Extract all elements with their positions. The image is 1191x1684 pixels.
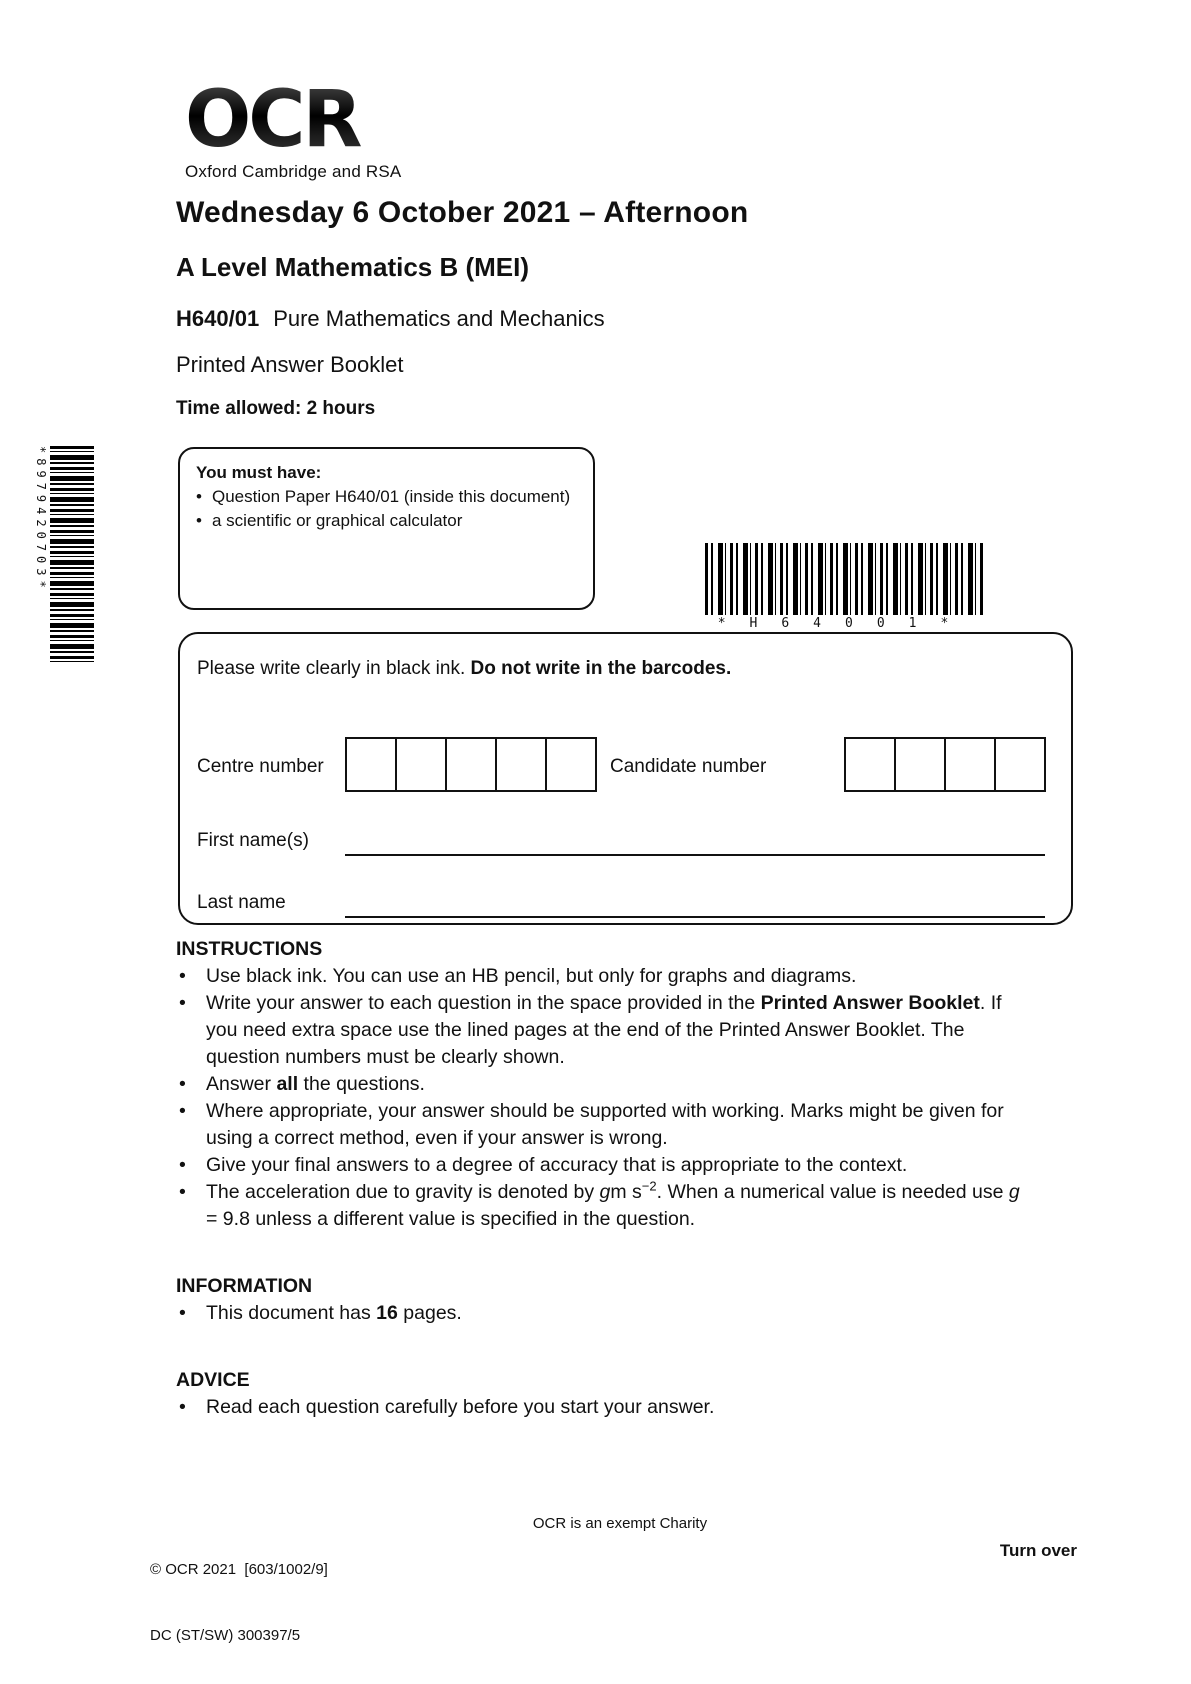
centre-number-cell[interactable] <box>545 737 597 792</box>
bullet-icon: • <box>196 487 202 506</box>
bullet-icon: • <box>179 1154 186 1176</box>
instruction-text: Write your answer to each question in the space provided in the <box>206 992 761 1014</box>
main-barcode-text: *H64001* <box>717 616 973 631</box>
ocr-logo-tagline: Oxford Cambridge and RSA <box>185 162 402 181</box>
candidate-number-cell[interactable] <box>944 737 996 792</box>
information-list <box>176 1300 1024 1327</box>
bullet-icon: • <box>179 1073 186 1095</box>
must-have-box <box>178 447 595 610</box>
advice-text: Read each question carefully before you start your answer. <box>206 1396 715 1418</box>
instruction-item <box>176 1071 1024 1098</box>
side-barcode <box>34 446 94 666</box>
ocr-logo <box>185 75 402 182</box>
time-allowed: Time allowed: 2 hours <box>176 398 376 419</box>
footer-copyright: © OCR 2021 [603/1002/9] <box>150 1561 328 1578</box>
exam-date-title: Wednesday 6 October 2021 – Afternoon <box>176 196 749 229</box>
superscript-exponent: −2 <box>641 1178 657 1194</box>
instruction-item <box>176 1152 1024 1179</box>
instruction-text: . When a numerical value is needed use <box>656 1181 1009 1203</box>
centre-number-cell[interactable] <box>495 737 547 792</box>
candidate-number-label: Candidate number <box>610 756 767 777</box>
information-text-bold: 16 <box>376 1302 398 1324</box>
candidate-details-box <box>178 632 1073 925</box>
bullet-icon: • <box>179 1396 186 1418</box>
instructions-heading: INSTRUCTIONS <box>176 938 323 960</box>
instruction-item <box>176 990 1024 1071</box>
instruction-text: Where appropriate, your answer should be supported with working. Marks might be given for using a correct method, even if your answer is wrong. <box>206 1100 1004 1149</box>
body-text-sections <box>176 936 1024 1421</box>
must-have-title: You must have: <box>196 463 322 482</box>
instruction-text-bold: Printed Answer Booklet <box>760 992 980 1014</box>
centre-number-field <box>345 737 597 792</box>
instruction-text: . If you need extra space use the lined pages at the end of the Printed Answer Booklet. The question numbers must be clearly shown. <box>206 992 1002 1068</box>
instruction-text-bold: all <box>276 1073 299 1095</box>
qualification-title: A Level Mathematics B (MEI) <box>176 252 530 282</box>
advice-item <box>176 1394 1024 1421</box>
last-name-input-line[interactable] <box>345 916 1045 918</box>
main-barcode-bars <box>705 543 985 615</box>
ink-notice-bold: Do not write in the barcodes. <box>470 658 732 679</box>
bullet-icon: • <box>179 1100 186 1122</box>
bullet-icon: • <box>179 992 186 1014</box>
bullet-icon: • <box>196 511 202 530</box>
candidate-number-field <box>844 737 1046 792</box>
instruction-item <box>176 963 1024 990</box>
footer-charity-note: OCR is an exempt Charity <box>532 1515 708 1532</box>
gravity-symbol: g <box>1008 1181 1020 1203</box>
instruction-item <box>176 1179 1024 1233</box>
first-name-input-line[interactable] <box>345 854 1045 856</box>
side-barcode-bars <box>50 446 94 664</box>
paper-code-line <box>176 306 605 332</box>
instruction-text: m s <box>610 1181 642 1203</box>
instructions-list <box>176 963 1024 1233</box>
instruction-text: Answer <box>206 1073 277 1095</box>
turn-over-label: Turn over <box>999 1541 1077 1560</box>
first-name-label: First name(s) <box>197 830 309 851</box>
candidate-number-cell[interactable] <box>994 737 1046 792</box>
gravity-symbol: g <box>599 1181 611 1203</box>
must-have-item <box>196 509 577 533</box>
bullet-icon: • <box>179 1302 186 1324</box>
bullet-icon: • <box>179 965 186 987</box>
bullet-icon: • <box>179 1181 186 1203</box>
ocr-logo-text: OCR <box>185 80 401 160</box>
information-text: pages. <box>397 1302 462 1324</box>
information-text: This document has <box>206 1302 377 1324</box>
instruction-text: the questions. <box>298 1073 425 1095</box>
instruction-text: Give your final answers to a degree of accuracy that is appropriate to the context. <box>206 1154 908 1176</box>
must-have-item-text: a scientific or graphical calculator <box>212 511 463 530</box>
ink-notice <box>197 658 731 680</box>
must-have-item <box>196 485 577 509</box>
instruction-text: Use black ink. You can use an HB pencil, but only for graphs and diagrams. <box>206 965 857 987</box>
information-heading: INFORMATION <box>176 1275 313 1297</box>
instruction-text: = 9.8 unless a different value is specified in the question. <box>206 1208 696 1230</box>
footer-dc-code: DC (ST/SW) 300397/5 <box>150 1627 301 1644</box>
information-item <box>176 1300 1024 1327</box>
must-have-item-text: Question Paper H640/01 (inside this document) <box>212 487 571 506</box>
advice-list <box>176 1394 1024 1421</box>
main-barcode <box>705 543 985 631</box>
document-type: Printed Answer Booklet <box>176 352 404 377</box>
centre-number-cell[interactable] <box>445 737 497 792</box>
instruction-item <box>176 1098 1024 1152</box>
centre-number-cell[interactable] <box>345 737 397 792</box>
side-barcode-text: *8979420703* <box>34 446 48 593</box>
candidate-number-cell[interactable] <box>894 737 946 792</box>
advice-heading: ADVICE <box>176 1369 250 1391</box>
ink-notice-plain: Please write clearly in black ink. <box>197 658 471 679</box>
instruction-text: The acceleration due to gravity is denoted by <box>206 1181 600 1203</box>
footer-imprint <box>150 1515 328 1684</box>
last-name-label: Last name <box>197 892 286 913</box>
paper-title: Pure Mathematics and Mechanics <box>273 306 605 331</box>
centre-number-label: Centre number <box>197 756 324 777</box>
paper-code: H640/01 <box>176 306 260 331</box>
centre-number-cell[interactable] <box>395 737 447 792</box>
candidate-number-cell[interactable] <box>844 737 896 792</box>
